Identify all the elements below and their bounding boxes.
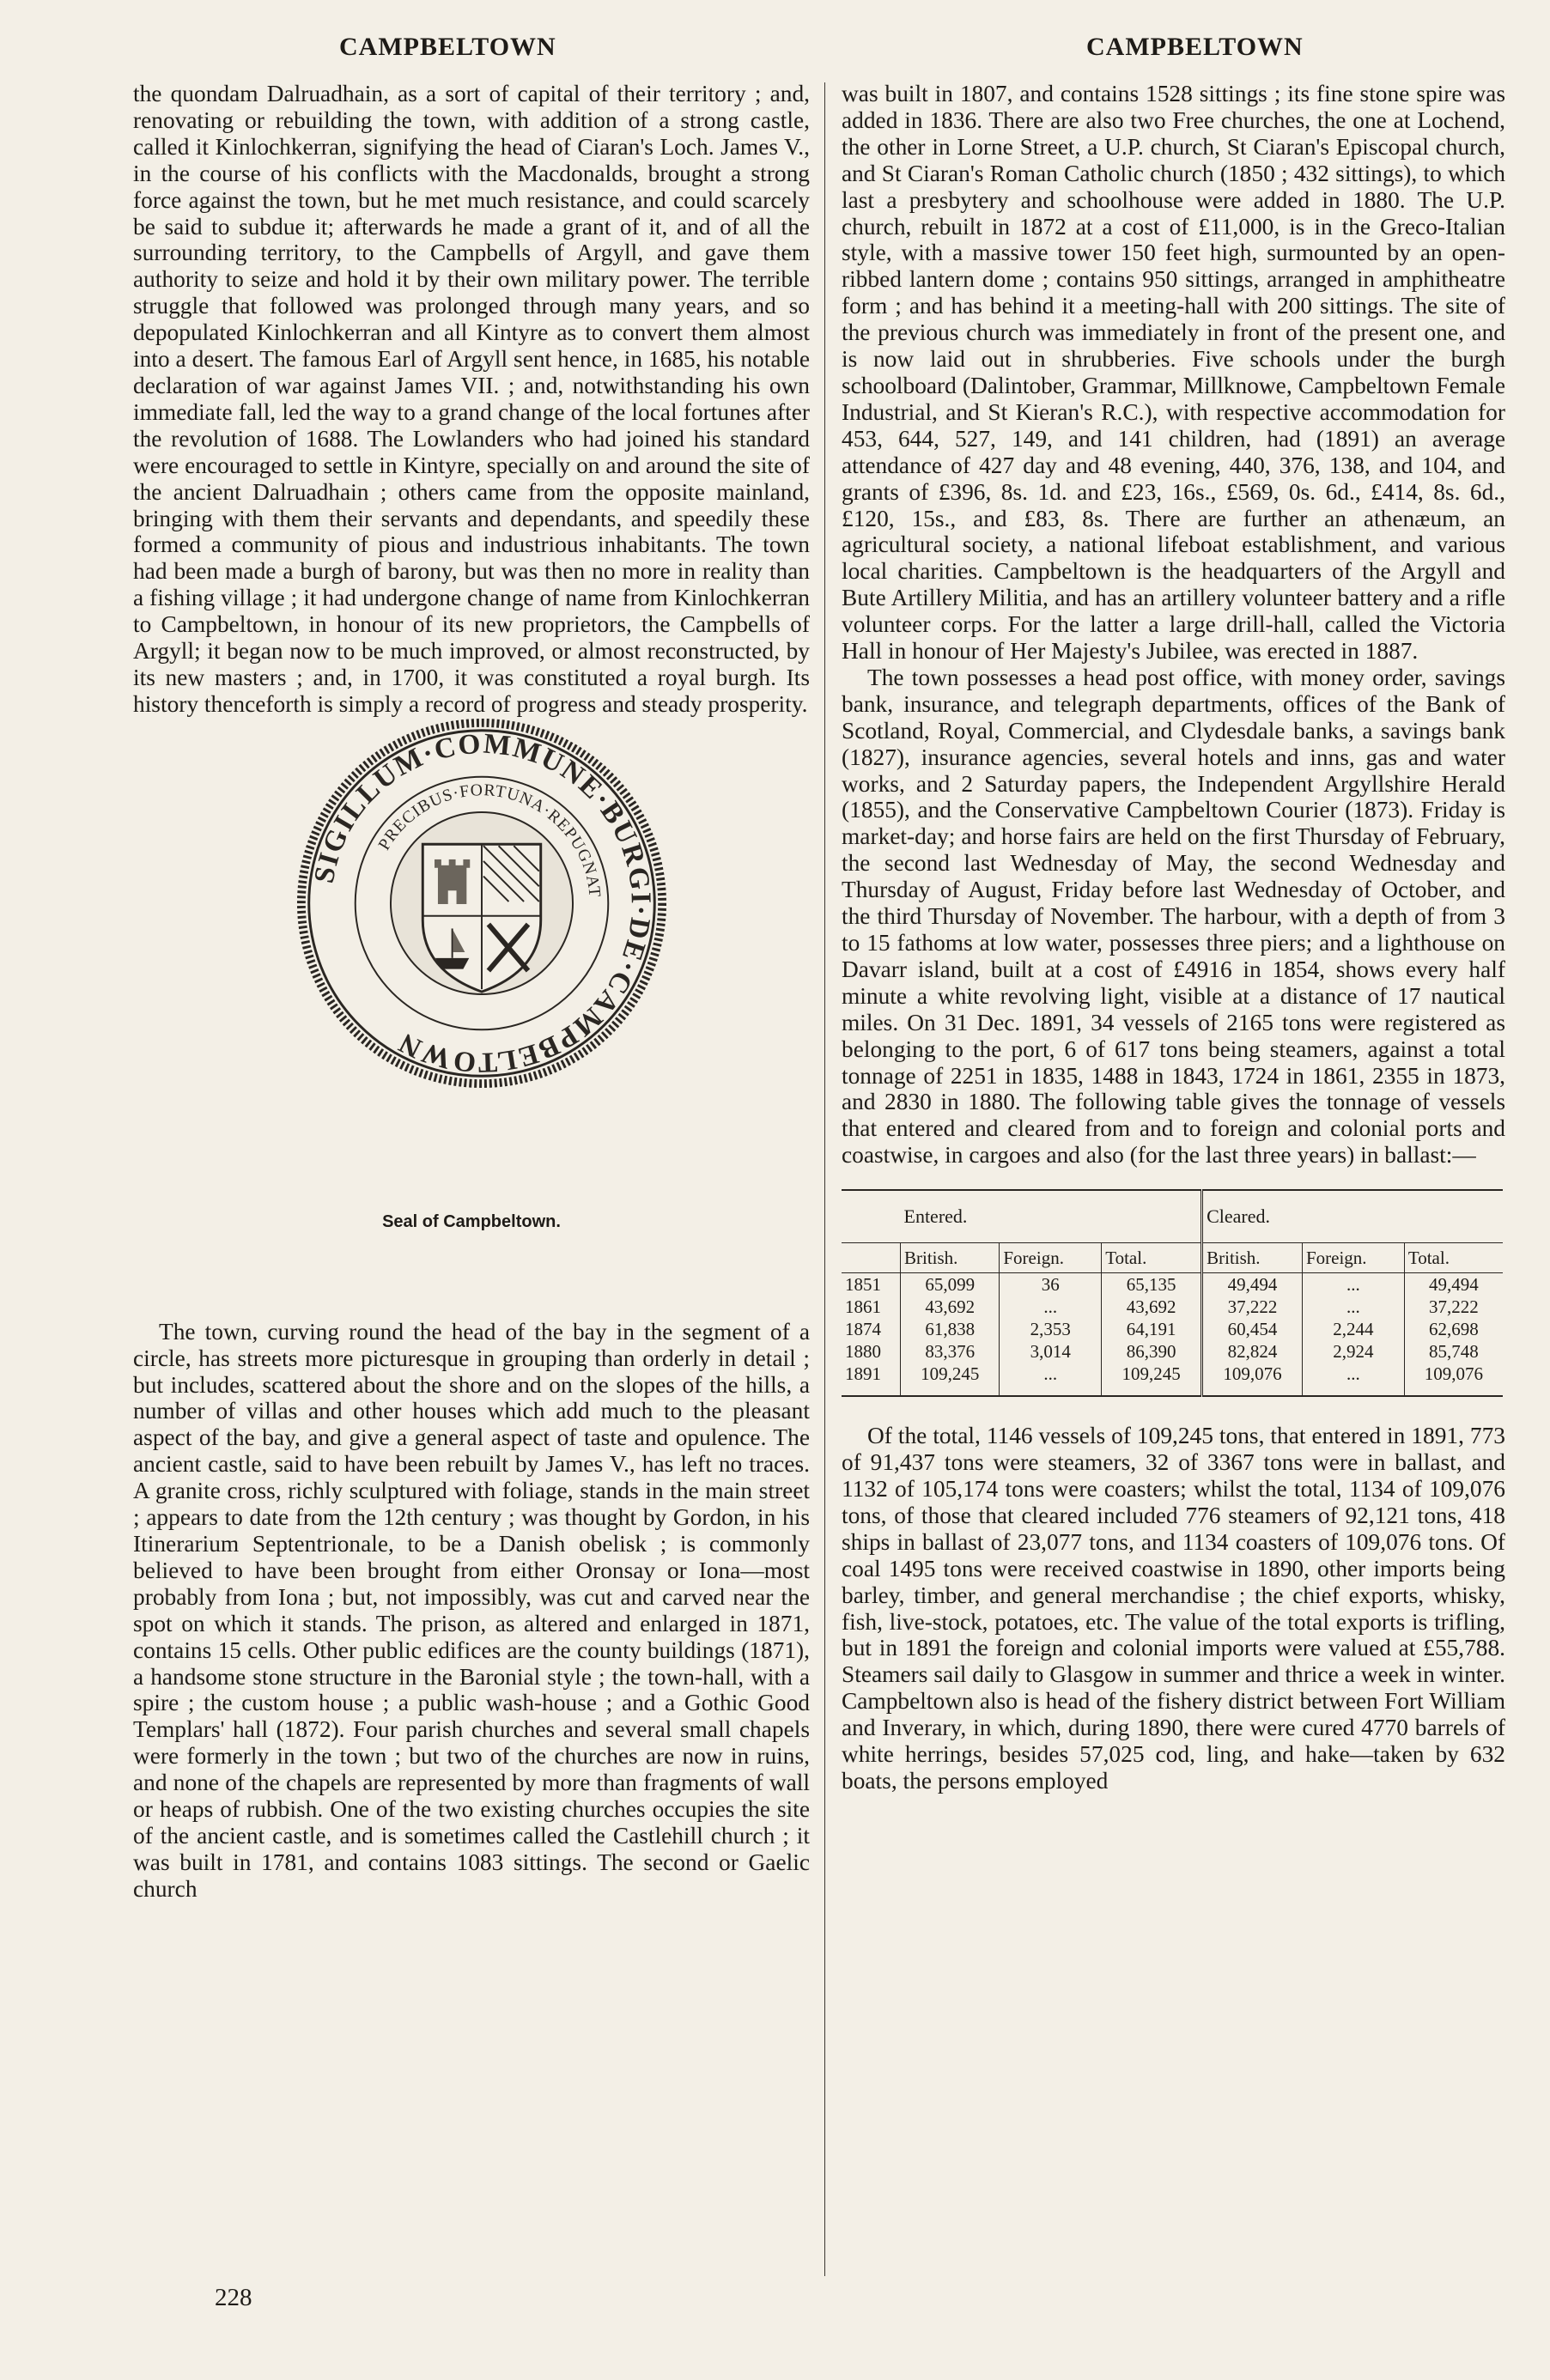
left-column [133, 81, 810, 1903]
seal-inner-legend: PRECIBUS·FORTUNA·REPUGNAT [375, 780, 604, 899]
paragraph-history: the quondam Dalruadhain, as a sort of capital of their territory ; and, renovating or rebuilding the town, with addition of a strong castle, called it Kinlochkerran, signifying the head of Ciaran's Loch. James V., in the course of his conflicts with the Macdonalds, brought a strong force against the town, but he met much resistance, and could scarcely be said to subdue it; afterwards he made a grant of it, and of all the surrounding territory, to the Campbells of Argyll, and gave them authority to seize and hold it by their own military power. The terrible struggle that followed was prolonged through many years, and so depopulated Kinlochkerran and all Kintyre as to convert them almost into a desert. The famous Earl of Argyll sent hence, in 1685, his notable declaration of war against James VII. ; and, notwithstanding his own immediate fall, led the way to a grand change of the local fortunes after the revolution of 1688. The Lowlanders who had joined his standard were encouraged to settle in Kintyre, specially on and around the site of the ancient Dalruadhain ; others came from the opposite mainland, bringing with them their servants and dependants, and speedily these formed a community of pious and industrious inhabitants. The town had been made a burgh of barony, but was then no more in reality than a fishing village ; it had undergone change of name from Kinlochkerran to Campbeltown, in honour of its new proprietors, the Campbells of Argyll; it began now to be much improved, or almost reconstructed, by its new masters ; and, in 1700, it was constituted a royal burgh. Its history thenceforth is simply a record of progress and steady prosperity. [133, 81, 810, 717]
page-header-right: CAMPBELTOWN [1086, 33, 1304, 61]
table-col-header: Foreign. [1000, 1243, 1102, 1273]
table-group-entered: Entered. [901, 1190, 1202, 1243]
table-row: 1861 43,692 ... 43,692 37,222 ... 37,222 [842, 1296, 1503, 1318]
seal-caption: Seal of Campbeltown. [382, 1211, 561, 1231]
seal-of-campbeltown-image [296, 718, 667, 1089]
right-column [842, 81, 1505, 1794]
seal-outer-legend: SIGILLUM·COMMUNE·BURGI·DE·CAMPBELTOWN [307, 727, 657, 1078]
table-row: 1880 83,376 3,014 86,390 82,824 2,924 85,748 [842, 1340, 1503, 1363]
paragraph-shipping-fishery: Of the total, 1146 vessels of 109,245 tons, that entered in 1891, 773 of 91,437 tons were steamers, 32 of 3367 tons were in ballast, and 1132 of 105,174 tons were coasters; whilst the total, 1134 of 109,076 tons, of those that cleared included 776 steamers of 92,121 tons, 418 ships in ballast of 23,077 tons, and 1134 coasters of 109,076 tons. Of coal 1495 tons were received coastwise in 1890, other imports being barley, timber, and general merchandise ; the chief exports, whisky, fish, live-stock, potatoes, etc. The value of the total exports is trifling, but in 1891 the foreign and colonial imports were valued at £55,788. Steamers sail daily to Glasgow in summer and thrice a week in winter. Campbeltown also is head of the fishery district between Fort William and Inverary, in which, during 1890, there were cured 4770 barrels of white herrings, besides 57,025 cod, ling, and hake—taken by 632 boats, the persons employed [842, 1423, 1505, 1794]
column-divider [824, 82, 825, 2276]
tonnage-table [842, 1189, 1503, 1397]
table-col-header: Total. [1404, 1243, 1503, 1273]
paragraph-town-description: The town, curving round the head of the bay in the segment of a circle, has streets more picturesque in grouping than orderly in detail ; but includes, scattered about the shore and on the slopes of the hills, a number of villas and other houses which add much to the pleasant aspect of the bay, and give a general aspect of taste and opulence. The ancient castle, said to have been rebuilt by James V., has left no traces. A granite cross, richly sculptured with foliage, stands in the main street ; appears to date from the 12th century ; was thought by Gordon, in his Itinerarium Septentrionale, to be a Danish obelisk ; is commonly believed to have been brought from either Oronsay or Iona—most probably from Iona ; but, not impossibly, was cut and carved near the spot on which it stands. The prison, as altered and enlarged in 1871, contains 15 cells. Other public edifices are the county buildings (1871), a handsome stone structure in the Baronial style ; the town-hall, with a spire ; the custom house ; a public wash-house ; and a Gothic Good Templars' hall (1872). Four parish churches and several small chapels were formerly in the town ; but two of the churches are now in ruins, and none of the chapels are represented by more than fragments of wall or heaps of rubbish. One of the two existing churches occupies the site of the ancient castle, and is sometimes called the Castlehill church ; it was built in 1781, and contains 1083 sittings. The second or Gaelic church [133, 1318, 810, 1902]
page-header-left: CAMPBELTOWN [339, 33, 556, 61]
table-col-header: British. [901, 1243, 1000, 1273]
table-row: 1891 109,245 ... 109,245 109,076 ... 109,076 [842, 1363, 1503, 1396]
table-group-cleared: Cleared. [1202, 1190, 1503, 1243]
table-col-header: Foreign. [1302, 1243, 1404, 1273]
page-number: 228 [215, 2284, 252, 2311]
table-row: 1874 61,838 2,353 64,191 60,454 2,244 62,698 [842, 1318, 1503, 1340]
paragraph-commerce: The town possesses a head post office, with money order, savings bank, insurance, and telegraph departments, offices of the Bank of Scotland, Royal, Commercial, and Clydesdale banks, a savings bank (1827), insurance agencies, several hotels and inns, gas and water works, and 2 Saturday papers, the Independent Argyllshire Herald (1855), and the Conservative Campbeltown Courier (1873). Friday is market-day; and horse fairs are held on the first Thursday of February, the second last Wednesday of May, the second Wednesday and Thursday of August, Friday before last Wednesday of October, and the third Thursday of November. The harbour, with a depth of from 3 to 15 fathoms at low water, possesses three piers; and a lighthouse on Davarr island, built at a cost of £4916 in 1854, shows every half minute a white revolving light, visible at a distance of 17 nautical miles. On 31 Dec. 1891, 34 vessels of 2165 tons were registered as belonging to the port, 6 of 617 tons being steamers, against a total tonnage of 2251 in 1835, 1488 in 1843, 1724 in 1861, 2355 in 1873, and 2830 in 1880. The following table gives the tonnage of vessels that entered and cleared from and to foreign and colonial ports and coastwise, in cargoes and also (for the last three years) in ballast:— [842, 664, 1505, 1169]
table-row: 1851 65,099 36 65,135 49,494 ... 49,494 [842, 1273, 1503, 1296]
seal-figure [133, 718, 810, 1319]
table-col-header: British. [1202, 1243, 1303, 1273]
paragraph-churches-schools: was built in 1807, and contains 1528 sittings ; its fine stone spire was added in 1836. There are also two Free churches, the one at Lochend, the other in Lorne Street, a U.P. church, St Ciaran's Episcopal church, and St Ciaran's Roman Catholic church (1850 ; 432 sittings), to which last a presbytery and schoolhouse were added in 1880. The U.P. church, rebuilt in 1872 at a cost of £11,000, is in the Greco-Italian style, with a massive tower 150 feet high, surmounted by an open-ribbed lantern dome ; contains 950 sittings, arranged in amphitheatre form ; and has behind it a meeting-hall with 200 sittings. The site of the previous church was immediately in front of the present one, and is now laid out in shrubberies. Five schools under the burgh schoolboard (Dalintober, Grammar, Millknowe, Campbeltown Female Industrial, and St Kieran's R.C.), with respective accommodation for 453, 644, 527, 149, and 141 children, had (1891) an average attendance of 427 day and 48 evening, 440, 376, 138, and 104, and grants of £396, 8s. 1d. and £23, 16s., £569, 0s. 6d., £414, 8s. 6d., £120, 15s., and £83, 8s. There are further an athenæum, an agricultural society, a national lifeboat establishment, and various local charities. Campbeltown is the headquarters of the Argyll and Bute Artillery Militia, and has an artillery volunteer battery and a rifle volunteer corps. For the latter a large drill-hall, called the Victoria Hall in honour of Her Majesty's Jubilee, was erected in 1887. [842, 81, 1505, 665]
table-col-header: Total. [1102, 1243, 1202, 1273]
